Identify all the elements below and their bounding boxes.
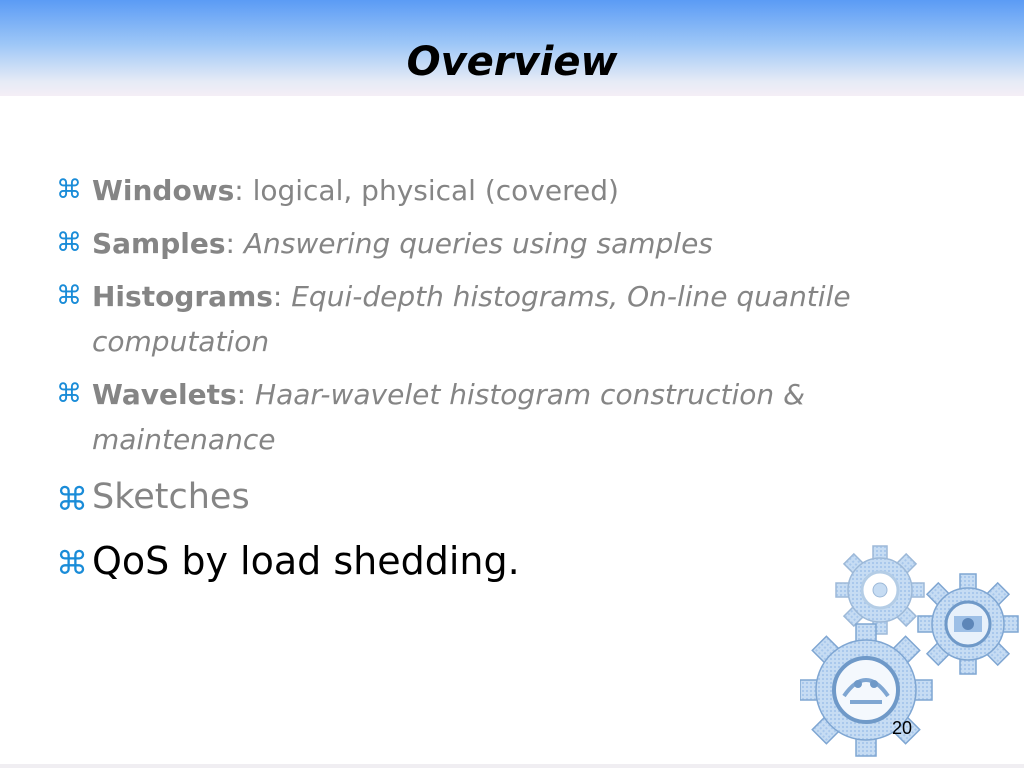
- bullet-wavelets: [56, 372, 936, 462]
- command-bullet-icon: ⌘: [56, 228, 82, 258]
- page-number: 20: [891, 718, 913, 738]
- bullet-text: Answering queries using samples: [234, 227, 713, 260]
- bullet-samples: [56, 221, 936, 266]
- bullet-text: Equi-depth histograms, On-line quantile computation: [92, 280, 851, 358]
- bullet-heading: Wavelets: [92, 378, 237, 411]
- bullet-text: logical, physical (covered): [243, 174, 619, 207]
- command-bullet-icon: ⌘: [56, 281, 82, 311]
- bullet-sketches: [56, 470, 936, 524]
- bullet-windows: [56, 168, 936, 213]
- bullet-heading: Windows: [92, 174, 235, 207]
- bottom-rule: [0, 764, 1024, 768]
- bullet-separator: :: [225, 227, 235, 260]
- bullet-heading: Histograms: [92, 280, 273, 313]
- small-gear-icon: [836, 546, 924, 634]
- bullet-separator: :: [234, 174, 244, 207]
- command-bullet-icon: ⌘: [56, 544, 88, 582]
- bullet-separator: :: [236, 378, 247, 411]
- right-gear-icon: [918, 574, 1018, 674]
- command-bullet-icon: ⌘: [56, 480, 88, 518]
- command-bullet-icon: ⌘: [56, 175, 82, 205]
- slide-title: Overview: [406, 39, 618, 85]
- bullet-text: QoS by load shedding.: [92, 539, 520, 583]
- bullet-separator: :: [272, 280, 283, 313]
- command-bullet-icon: ⌘: [56, 379, 82, 409]
- bullet-heading: Samples: [92, 227, 226, 260]
- bullet-text: Sketches: [92, 477, 250, 517]
- bullet-text: Haar-wavelet histogram construction & maintenance: [92, 378, 805, 456]
- bullet-list: [56, 168, 936, 598]
- bullet-histograms: [56, 274, 936, 364]
